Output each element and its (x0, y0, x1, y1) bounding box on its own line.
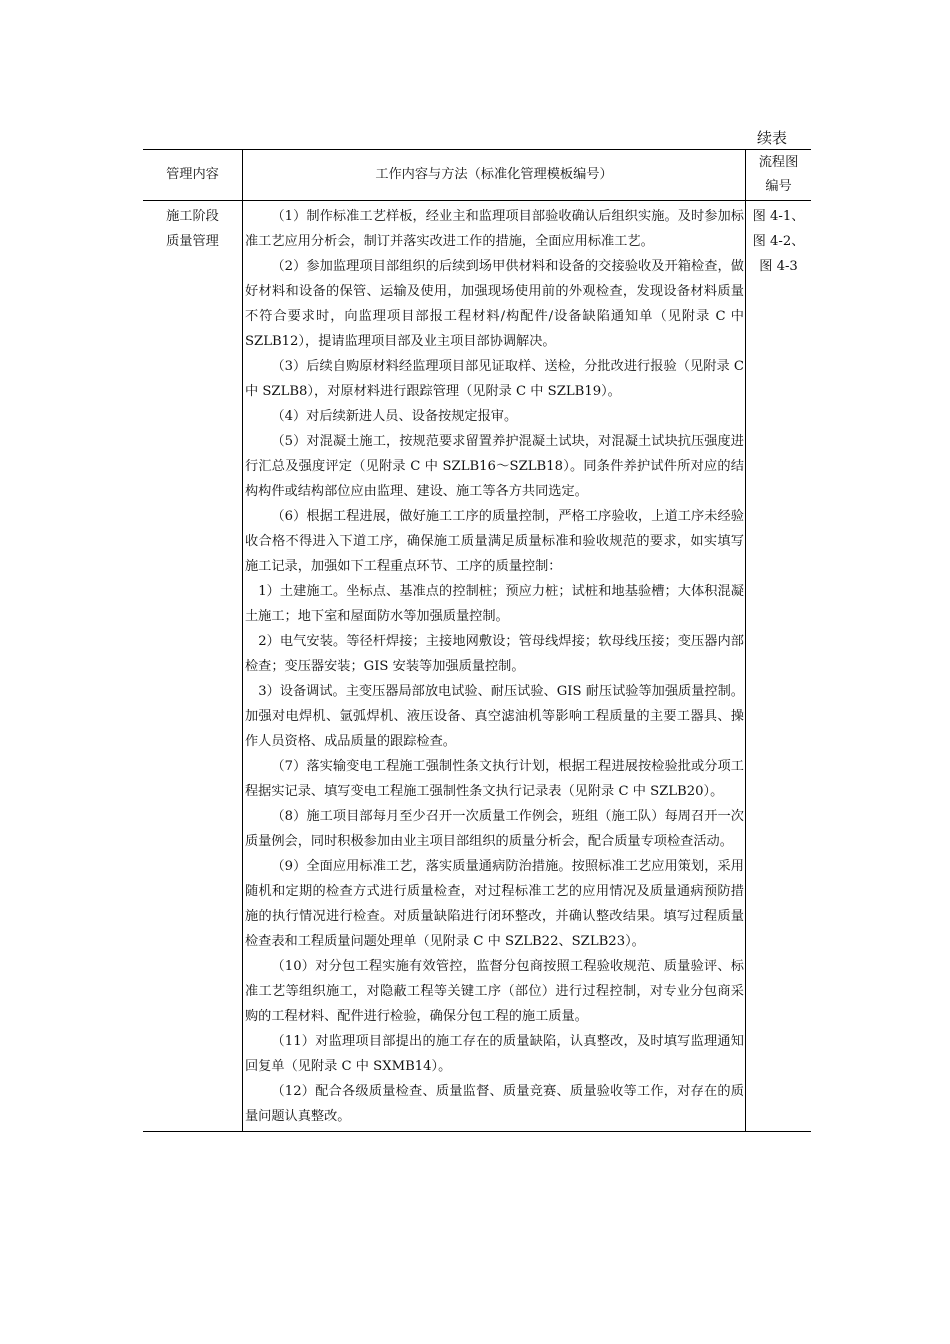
category-line: 施工阶段 (166, 209, 219, 224)
flowchart-ref: 图 4-2、 (752, 234, 805, 249)
content-item: （12）配合各级质量检查、质量监督、质量竞赛、质量验收等工作，对存在的质量问题认真整改。 (245, 1084, 744, 1124)
header-work-content-method: 工作内容与方法（标准化管理模板编号） (243, 150, 746, 201)
content-item: （2）参加监理项目部组织的后续到场甲供材料和设备的交接验收及开箱检查，做好材料和设备的保管、运输及使用，加强现场使用前的外观检查，发现设备材料质量不符合要求时，向监理项目部报工程材料/构配件/设备缺陷通知单（见附录 C 中 SZLB12），提请监理项目部及业主项目部协调解决。 (245, 259, 744, 349)
content-item: （4）对后续新进人员、设备按规定报审。 (271, 409, 518, 424)
content-cell (243, 201, 746, 1132)
header-flowchart-number (746, 150, 812, 201)
table-row (143, 201, 811, 1132)
content-item: （8）施工项目部每月至少召开一次质量工作例会，班组（施工队）每周召开一次质量例会，同时积极参加由业主项目部组织的质量分析会，配合质量专项检查活动。 (245, 809, 744, 849)
content-item: （7）落实输变电工程施工强制性条文执行计划，根据工程进展按检验批或分项工程据实记录、填写变电工程施工强制性条文执行记录表（见附录 C 中 SZLB20）。 (245, 759, 744, 799)
content-item: （11）对监理项目部提出的施工存在的质量缺陷，认真整改，及时填写监理通知回复单（见附录 C 中 SXMB14）。 (245, 1034, 744, 1074)
category-cell (143, 201, 243, 1132)
continued-label: 续表 (757, 129, 788, 147)
content-item: （1）制作标准工艺样板，经业主和监理项目部验收确认后组织实施。及时参加标准工艺应用分析会，制订并落实改进工作的措施，全面应用标准工艺。 (245, 209, 744, 249)
content-subitem: 1）土建施工。坐标点、基准点的控制桩；预应力桩；试桩和地基验槽；大体积混凝土施工；地下室和屋面防水等加强质量控制。 (245, 584, 744, 624)
flowchart-cell (746, 201, 812, 1132)
flowchart-ref: 图 4-1、 (752, 209, 805, 224)
content-item: （9）全面应用标准工艺，落实质量通病防治措施。按照标准工艺应用策划，采用随机和定期的检查方式进行质量检查，对过程标准工艺的应用情况及质量通病预防措施的执行情况进行检查。对质量缺陷进行闭环整改，并确认整改结果。填写过程质量检查表和工程质量问题处理单（见附录 C 中 SZLB22、SZLB23）。 (245, 859, 744, 949)
content-subitem: 2）电气安装。等径杆焊接；主接地网敷设；管母线焊接；软母线压接；变压器内部检查；变压器安装；GIS 安装等加强质量控制。 (245, 634, 744, 674)
content-item: （6）根据工程进展，做好施工工序的质量控制，严格工序验收，上道工序未经验收合格不得进入下道工序，确保施工质量满足质量标准和验收规范的要求，如实填写施工记录，加强如下工程重点环节、工序的质量控制： (245, 509, 744, 574)
header-flowchart-line: 流程图 (758, 155, 799, 170)
header-management-content: 管理内容 (143, 150, 243, 201)
category-line: 质量管理 (166, 234, 219, 249)
header-flowchart-line: 编号 (765, 179, 792, 194)
content-item: （3）后续自购原材料经监理项目部见证取样、送检，分批改进行报验（见附录 C 中 SZLB8），对原材料进行跟踪管理（见附录 C 中 SZLB19）。 (245, 359, 744, 399)
content-item: （10）对分包工程实施有效管控，监督分包商按照工程验收规范、质量验评、标准工艺等组织施工，对隐蔽工程等关键工序（部位）进行过程控制，对专业分包商采购的工程材料、配件进行检验，确保分包工程的施工质量。 (245, 959, 744, 1024)
work-content-table (143, 149, 811, 1132)
flowchart-ref: 图 4-3 (759, 259, 798, 274)
content-subitem: 3）设备调试。主变压器局部放电试验、耐压试验、GIS 耐压试验等加强质量控制。加强对电焊机、氩弧焊机、液压设备、真空滤油机等影响工程质量的主要工器具、操作人员资格、成品质量的跟踪检查。 (245, 684, 744, 749)
table-header-row (143, 150, 811, 201)
content-item: （5）对混凝土施工，按规范要求留置养护混凝土试块，对混凝土试块抗压强度进行汇总及强度评定（见附录 C 中 SZLB16～SZLB18）。同条件养护试件所对应的结构构件或结构部位应由监理、建设、施工等各方共同选定。 (245, 434, 744, 499)
